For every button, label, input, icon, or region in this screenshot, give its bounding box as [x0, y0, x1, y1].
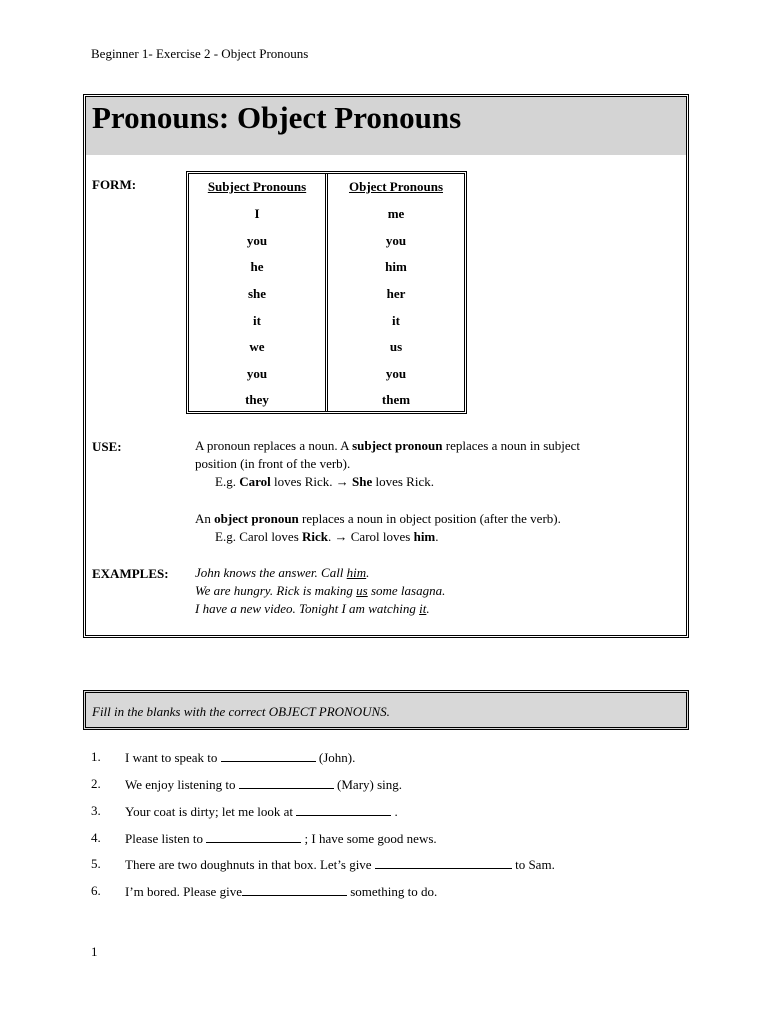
use-example-1: E.g. Carol loves Rick. → She loves Rick.	[215, 474, 434, 489]
question-number: 4.	[91, 830, 101, 845]
answer-blank[interactable]	[221, 749, 316, 762]
subject-pronoun: he	[250, 259, 264, 274]
instruction-box	[83, 690, 689, 730]
object-pronoun: us	[389, 339, 403, 354]
object-pronoun: you	[385, 366, 407, 381]
examples-label: EXAMPLES:	[92, 566, 169, 581]
answer-blank[interactable]	[242, 883, 347, 896]
subject-pronoun: you	[246, 366, 268, 381]
example-line: We are hungry. Rick is making us some lasagna.	[195, 583, 446, 598]
question-2: We enjoy listening to (Mary) sing.	[125, 777, 403, 792]
subject-pronoun-column	[189, 174, 328, 411]
object-pronoun: me	[387, 206, 405, 221]
question-3: Your coat is dirty; let me look at .	[125, 804, 398, 819]
lesson-box	[83, 94, 689, 638]
answer-blank[interactable]	[206, 830, 301, 843]
subject-pronoun: she	[247, 286, 267, 301]
question-number: 6.	[91, 883, 101, 898]
title-band	[86, 97, 686, 155]
subject-pronoun: I	[254, 206, 260, 221]
question-number: 1.	[91, 749, 101, 764]
subject-pronoun-header: Subject Pronouns	[207, 179, 307, 194]
subject-pronoun: you	[246, 233, 268, 248]
question-1: I want to speak to (John).	[125, 750, 356, 765]
answer-blank[interactable]	[296, 803, 391, 816]
use-example-2: E.g. Carol loves Rick. → Carol loves him.	[215, 529, 439, 544]
example-line: John knows the answer. Call him.	[195, 565, 370, 580]
subject-pronoun: they	[245, 392, 269, 407]
use-paragraph-2: An object pronoun replaces a noun in object position (after the verb). E.g. Carol loves Rick. → Carol loves him.	[195, 511, 561, 544]
form-label: FORM:	[92, 177, 137, 192]
object-pronoun-column	[328, 174, 464, 411]
object-pronoun: them	[381, 392, 411, 407]
subject-pronoun: it	[253, 313, 261, 328]
lesson-title: Pronouns: Object Pronouns	[92, 100, 462, 135]
question-number: 3.	[91, 803, 101, 818]
instruction-text: Fill in the blanks with the correct OBJECT PRONOUNS.	[92, 704, 390, 719]
page-header: Beginner 1- Exercise 2 - Object Pronouns	[91, 46, 309, 61]
question-5: There are two doughnuts in that box. Let’s give to Sam.	[125, 857, 555, 872]
object-pronoun-header: Object Pronouns	[348, 179, 443, 194]
examples-list	[195, 564, 445, 618]
object-pronoun: him	[385, 259, 407, 274]
question-4: Please listen to ; I have some good news.	[125, 831, 437, 846]
use-label: USE:	[92, 439, 122, 454]
object-pronoun: her	[386, 286, 406, 301]
use-paragraph-1: A pronoun replaces a noun. A subject pronoun replaces a noun in subject position (in front of the verb). E.g. Carol loves Rick. → She loves Rick.	[195, 438, 581, 489]
answer-blank[interactable]	[375, 856, 512, 869]
object-pronoun: you	[385, 233, 407, 248]
page-number: 1	[91, 944, 98, 959]
question-6: I’m bored. Please give something to do.	[125, 884, 438, 899]
question-number: 2.	[91, 776, 101, 791]
subject-pronoun: we	[249, 339, 265, 354]
example-line: I have a new video. Tonight I am watching it.	[195, 601, 430, 616]
question-number: 5.	[91, 856, 101, 871]
pronoun-table	[186, 171, 467, 414]
object-pronoun: it	[392, 313, 400, 328]
answer-blank[interactable]	[239, 776, 334, 789]
